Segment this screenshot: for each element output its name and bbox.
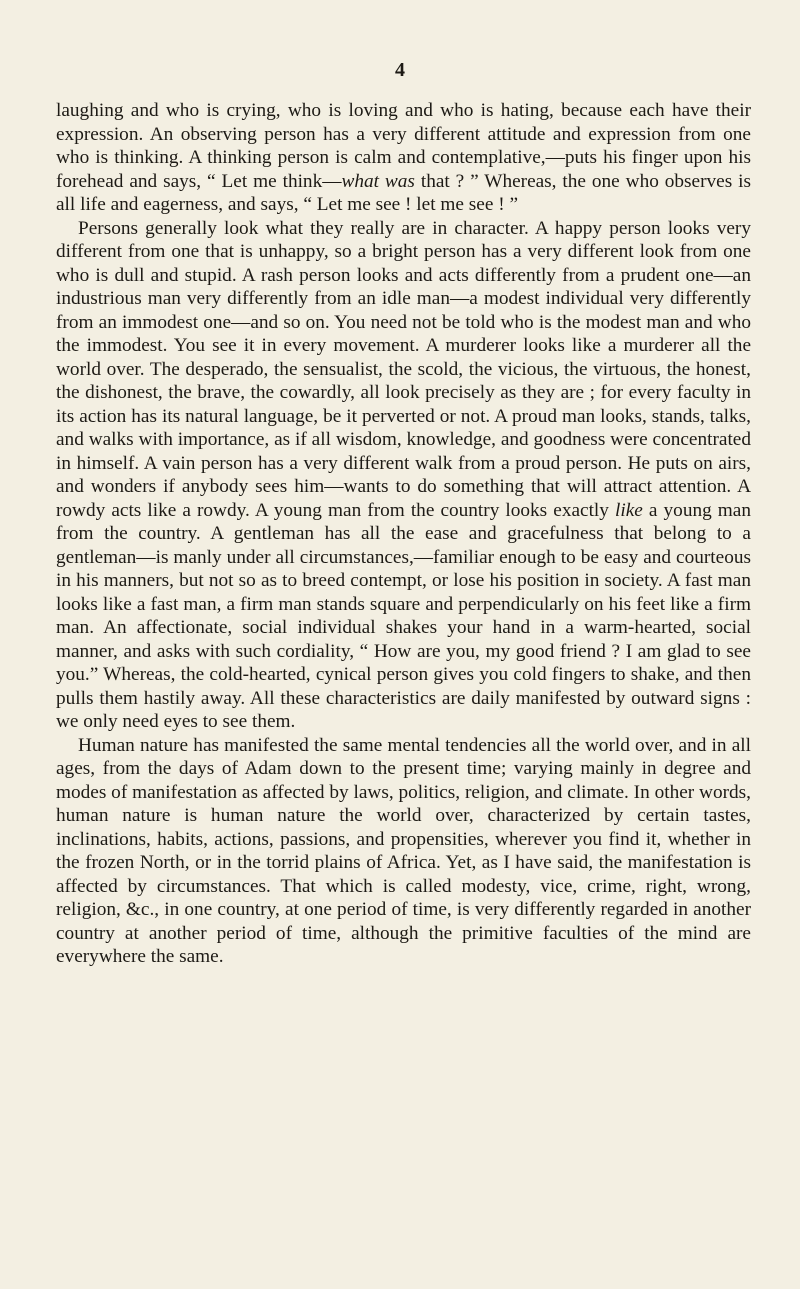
text-segment: a young man from the country. A gentleman has all the ease and gracefulness that belong to a gentleman—is manly under all circumstances,—familiar enough to be easy and courteous in his manners, but not so as to breed contempt, or lose his position in society. A fast man looks like a fast man, a firm man stands square and perpendicularly on his feet like a firm man. An affectionate, social individual shakes your hand in a warm-hearted, social manner, and asks with such cordiality, “ How are you, my good friend ? I am glad to see you.” Whereas, the cold-hearted, cynical person gives you cold fingers to shake, and then pulls them hastily away. All these characteristics are daily manifested by outward signs : we only need eyes to see them. <box>56 499 752 732</box>
paragraph <box>56 217 751 734</box>
text-segment: that ? ” Whereas, the one who observes is all life and eagerness, and says, “ Let me see ! let me see ! ” <box>56 170 751 215</box>
paragraph <box>56 99 751 217</box>
text-segment: Human nature has manifested the same mental tendencies all the world over, and in all ages, from the days of Adam down to the present time; varying mainly in degree and modes of manifestation as affected by laws, politics, religion, and climate. In other words, human nature is human nature the world over, characterized by certain tastes, inclinations, habits, actions, passions, and propensities, wherever you find it, whether in the frozen North, or in the torrid plains of Africa. Yet, as I have said, the manifestation is affected by circumstances. That which is called modesty, vice, crime, right, wrong, religion, &c., in one country, at one period of time, is very differently regarded in another country at another period of time, although the primitive faculties of the mind are everywhere the same. <box>56 734 751 967</box>
paragraph <box>56 734 751 969</box>
italic-text-segment: like <box>615 499 643 521</box>
text-segment: laughing and who is crying, who is loving and who is hating, because each have their expression. An observing person has a very different attitude and expression from one who is thinking. A thinking person is calm and contemplative,—puts his finger upon his forehead and says, “ Let me think— <box>56 100 751 192</box>
italic-text-segment: what was <box>341 170 415 192</box>
page-number: 4 <box>395 59 405 81</box>
body-text <box>56 99 751 969</box>
text-segment: Persons generally look what they really are in character. A happy person looks very different from one that is unhappy, so a bright person has a very different look from one who is dull and stupid. A rash person looks and acts differently from a prudent one—an industrious man very differently from an idle man—a modest individual very differently from an immodest one—and so on. You need not be told who is the modest man and who the immodest. You see it in every movement. A murderer looks like a murderer all the world over. The desperado, the sensualist, the scold, the vicious, the virtuous, the honest, the dishonest, the brave, the cowardly, all look precisely as they are ; for every faculty in its action has its natural language, be it perverted or not. A proud man looks, stands, talks, and walks with importance, as if all wisdom, knowledge, and goodness were concentrated in himself. A vain person has a very different walk from a proud person. He puts on airs, and wonders if anybody sees him—wants to do something that will attract attention. A rowdy acts like a rowdy. A young man from the country looks exactly <box>56 217 751 521</box>
